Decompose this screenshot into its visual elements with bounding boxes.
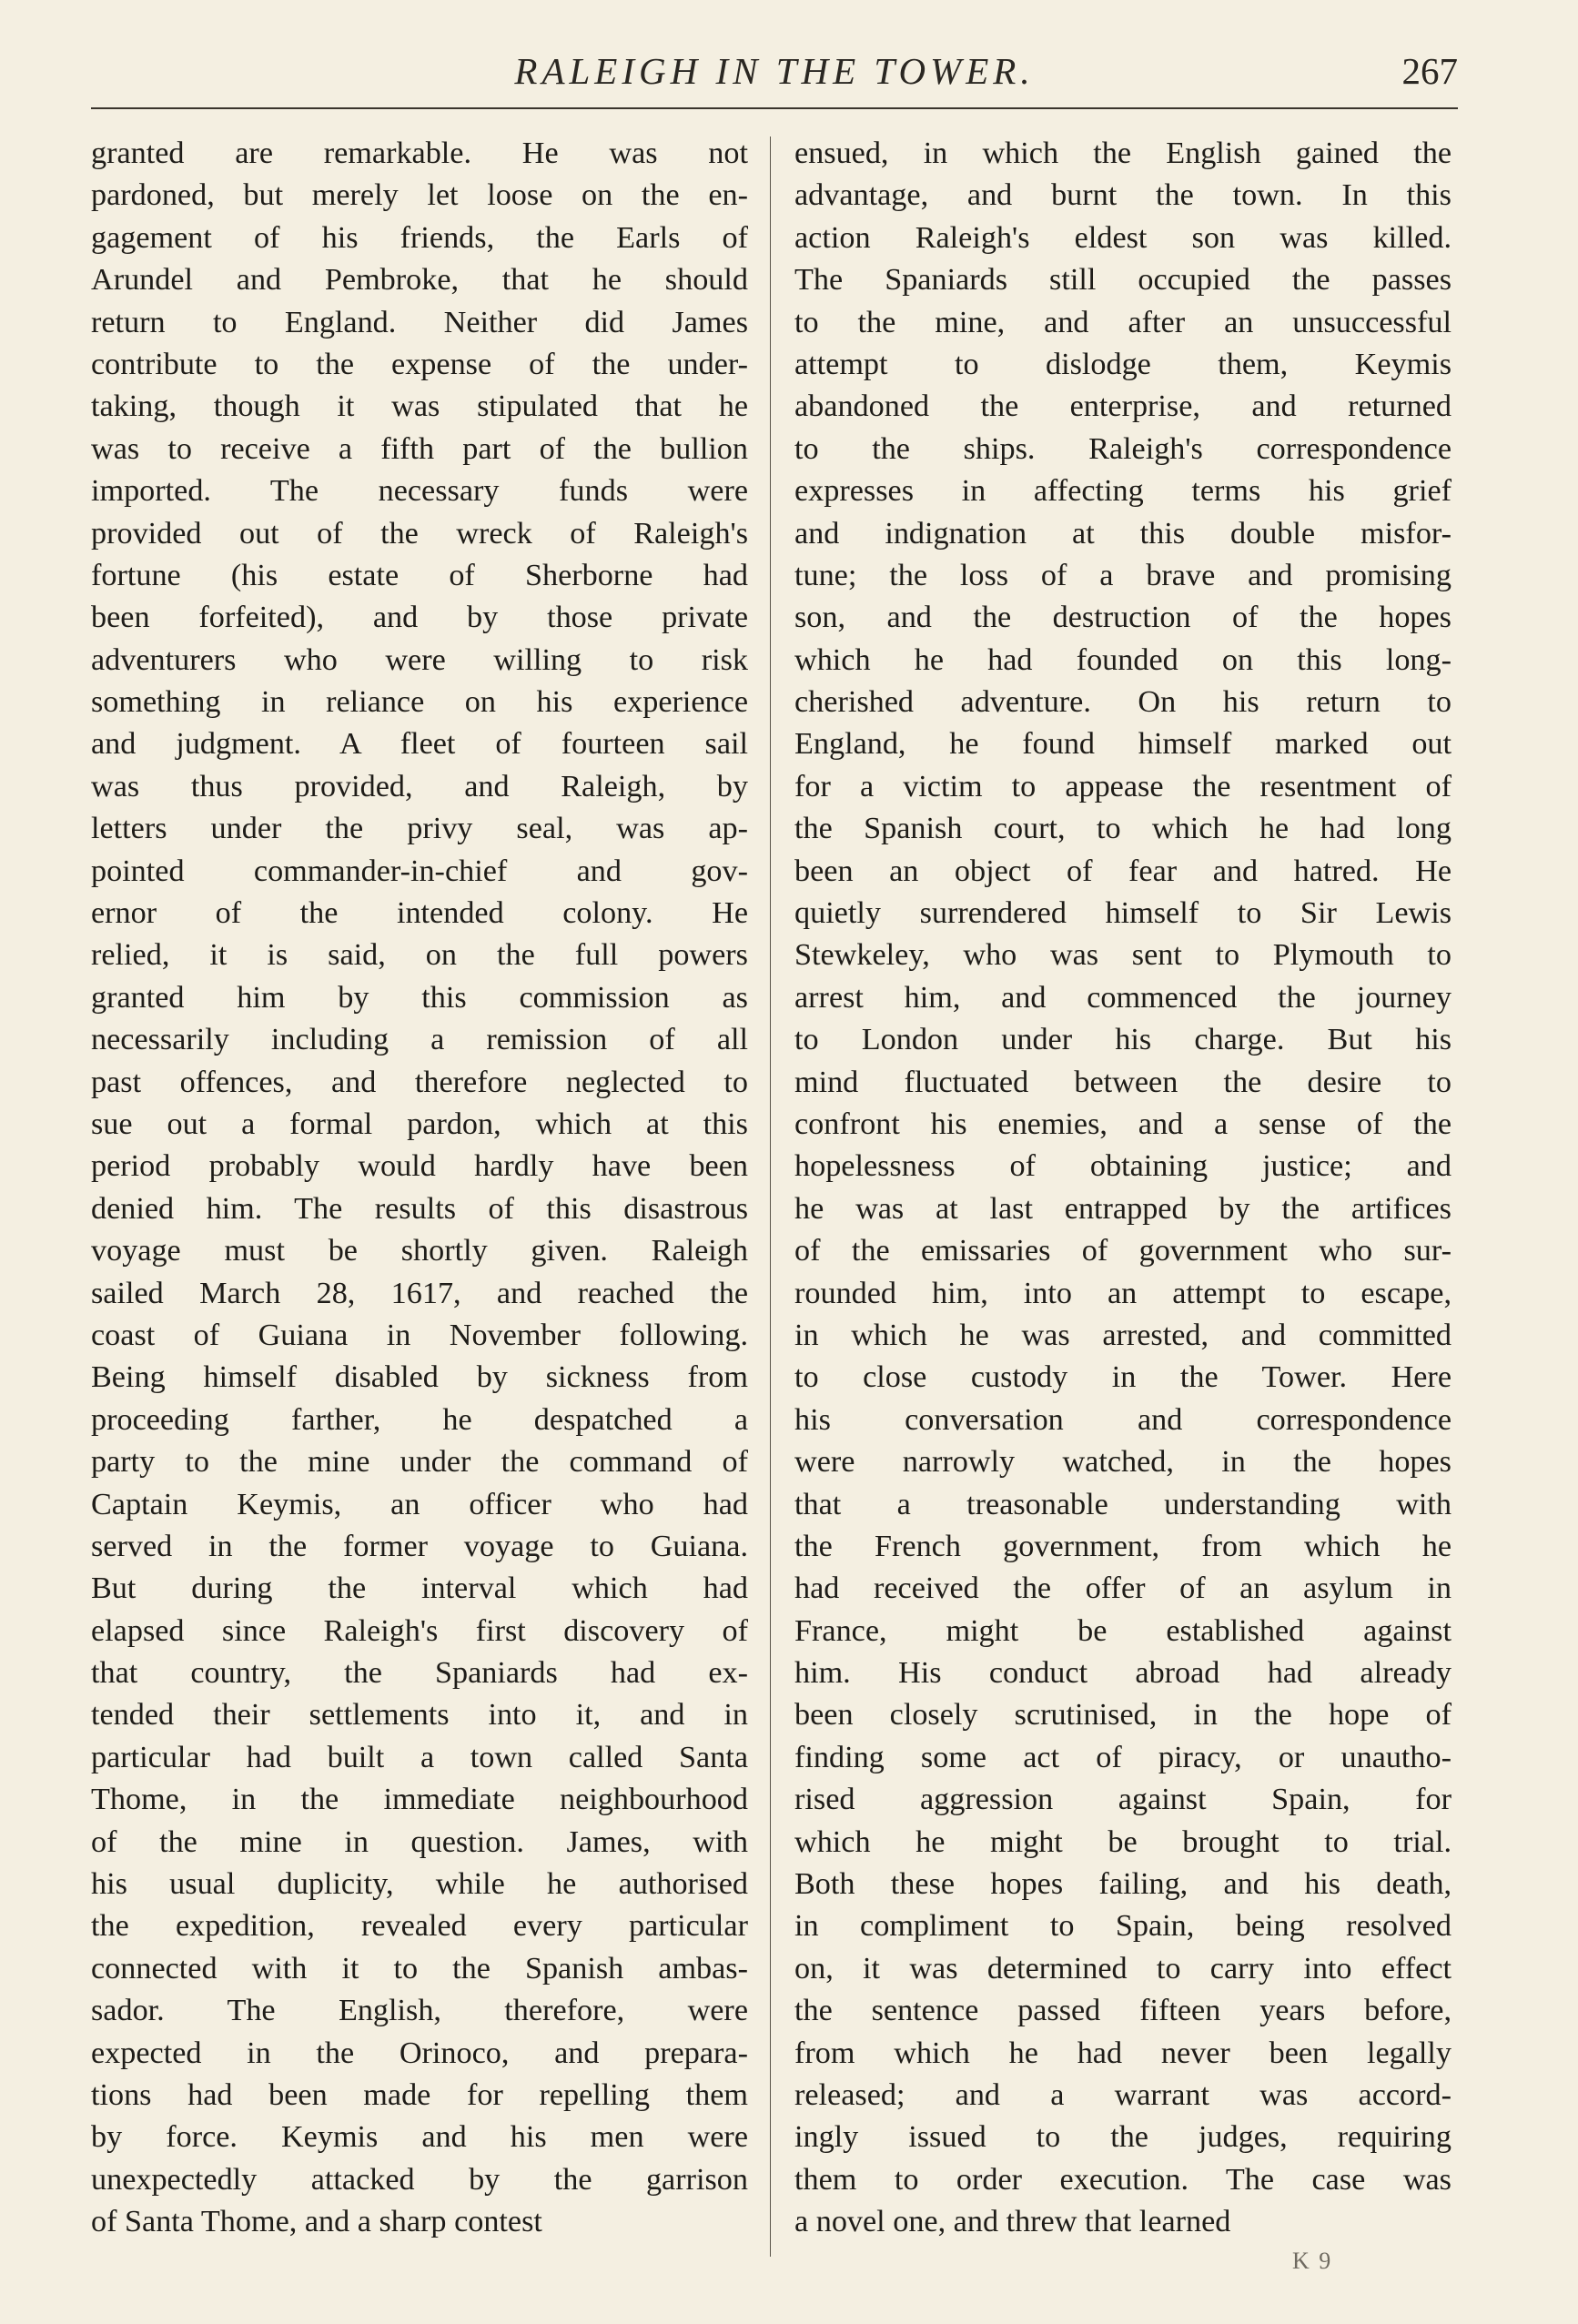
left-column-line: adventurers who were willing to risk: [91, 642, 748, 677]
left-column-line: ernor of the intended colony. He: [91, 896, 748, 931]
left-column-line: Captain Keymis, an officer who had: [91, 1487, 748, 1521]
left-column-line: party to the mine under the command of: [91, 1445, 748, 1480]
left-column-line: of the mine in question. James, with: [91, 1824, 748, 1859]
right-column-line: arrest him, and commenced the journey: [794, 980, 1452, 1015]
right-column-line: France, might be established against: [794, 1613, 1452, 1648]
running-head-title: RALEIGH IN THE TOWER.: [514, 50, 1035, 92]
right-column-line: them to order execution. The case was: [794, 2162, 1452, 2197]
right-column-line: finding some act of piracy, or unautho-: [794, 1740, 1452, 1774]
right-column-line: son, and the destruction of the hopes: [794, 601, 1452, 635]
right-column-line: Both these hopes failing, and his death,: [794, 1867, 1452, 1902]
left-column-line: the expedition, revealed every particular: [91, 1909, 748, 1944]
right-column-line: the sentence passed fifteen years before,: [794, 1994, 1452, 2028]
left-column-line: was thus provided, and Raleigh, by: [91, 769, 748, 803]
left-column-line: that country, the Spaniards had ex-: [91, 1656, 748, 1691]
right-column-line: England, he found himself marked out: [794, 727, 1452, 762]
right-column-line: attempt to dislodge them, Keymis: [794, 347, 1452, 381]
right-column-line: that a treasonable understanding with: [794, 1487, 1452, 1521]
column-divider: [770, 136, 771, 2257]
left-column-line: elapsed since Raleigh's first discovery of: [91, 1613, 748, 1648]
left-column-line: return to England. Neither did James: [91, 305, 748, 339]
left-column-line: Arundel and Pembroke, that he should: [91, 263, 748, 298]
left-column-line: by force. Keymis and his men were: [91, 2120, 748, 2155]
left-column-line: taking, though it was stipulated that he: [91, 389, 748, 424]
right-column-text: [794, 133, 1452, 2244]
left-column-line: granted are remarkable. He was not: [91, 136, 748, 170]
right-column-line: hopelessness of obtaining justice; and: [794, 1149, 1452, 1184]
left-column-line: tions had been made for repelling them: [91, 2077, 748, 2112]
left-column-line: necessarily including a remission of all: [91, 1023, 748, 1057]
right-column-line: released; and a warrant was accord-: [794, 2077, 1452, 2112]
left-column-line: granted him by this commission as: [91, 980, 748, 1015]
left-column-line: period probably would hardly have been: [91, 1149, 748, 1184]
right-column-line: to the mine, and after an unsuccessful: [794, 305, 1452, 339]
left-column-line: coast of Guiana in November following.: [91, 1318, 748, 1352]
right-column-line: been closely scrutinised, in the hope of: [794, 1698, 1452, 1733]
right-column-line: rounded him, into an attempt to escape,: [794, 1276, 1452, 1310]
left-column-line: contribute to the expense of the under-: [91, 347, 748, 381]
right-column-line: in compliment to Spain, being resolved: [794, 1909, 1452, 1944]
right-column-line: confront his enemies, and a sense of the: [794, 1106, 1452, 1141]
right-column-line: the Spanish court, to which he had long: [794, 812, 1452, 846]
right-column-line: for a victim to appease the resentment of: [794, 769, 1452, 803]
left-column-line: relied, it is said, on the full powers: [91, 938, 748, 973]
left-column-line: gagement of his friends, the Earls of: [91, 220, 748, 255]
right-column-line: tune; the loss of a brave and promising: [794, 558, 1452, 592]
right-column-line: The Spaniards still occupied the passes: [794, 263, 1452, 298]
left-column-line: pointed commander-in-chief and gov-: [91, 854, 748, 888]
running-head: [91, 44, 1458, 98]
signature-mark: K 9: [1292, 2248, 1333, 2274]
left-column-line: and judgment. A fleet of fourteen sail: [91, 727, 748, 762]
right-column-line: advantage, and burnt the town. In this: [794, 178, 1452, 213]
right-column-line: his conversation and correspondence: [794, 1402, 1452, 1437]
right-column-line: had received the offer of an asylum in: [794, 1571, 1452, 1606]
right-column-line: he was at last entrapped by the artifices: [794, 1191, 1452, 1226]
left-column-line: denied him. The results of this disastrous: [91, 1191, 748, 1226]
left-column-line: But during the interval which had: [91, 1571, 748, 1606]
left-column-line: been forfeited), and by those private: [91, 601, 748, 635]
left-column-line: something in reliance on his experience: [91, 685, 748, 720]
right-column-line: to close custody in the Tower. Here: [794, 1360, 1452, 1395]
left-column-line: proceeding farther, he despatched a: [91, 1402, 748, 1437]
left-column-text: [91, 133, 748, 2244]
left-column-line: was to receive a fifth part of the bullion: [91, 431, 748, 466]
page-number: 267: [1401, 50, 1458, 92]
header-rule: [91, 107, 1458, 109]
left-column-line: provided out of the wreck of Raleigh's: [91, 516, 748, 551]
right-column-line: and indignation at this double misfor-: [794, 516, 1452, 551]
right-column-line: him. His conduct abroad had already: [794, 1656, 1452, 1691]
right-column-line: to London under his charge. But his: [794, 1023, 1452, 1057]
right-column-line: ingly issued to the judges, requiring: [794, 2120, 1452, 2155]
right-column-line: were narrowly watched, in the hopes: [794, 1445, 1452, 1480]
left-column-line: imported. The necessary funds were: [91, 474, 748, 509]
left-column-line: fortune (his estate of Sherborne had: [91, 558, 748, 592]
left-column-line: particular had built a town called Santa: [91, 1740, 748, 1774]
right-column-line: mind fluctuated between the desire to: [794, 1065, 1452, 1099]
right-column-line: which he had founded on this long-: [794, 642, 1452, 677]
left-column-line: Thome, in the immediate neighbourhood: [91, 1783, 748, 1817]
right-column-line: abandoned the enterprise, and returned: [794, 389, 1452, 424]
right-column-line: which he might be brought to trial.: [794, 1824, 1452, 1859]
left-column-line: tended their settlements into it, and in: [91, 1698, 748, 1733]
right-column-line: ensued, in which the English gained the: [794, 136, 1452, 170]
right-column-line: to the ships. Raleigh's correspondence: [794, 431, 1452, 466]
right-column-line: been an object of fear and hatred. He: [794, 854, 1452, 888]
left-column-line: sailed March 28, 1617, and reached the: [91, 1276, 748, 1310]
left-column-line: sador. The English, therefore, were: [91, 1994, 748, 2028]
right-column-line: from which he had never been legally: [794, 2036, 1452, 2070]
right-column-line: cherished adventure. On his return to: [794, 685, 1452, 720]
left-column-line: expected in the Orinoco, and prepara-: [91, 2036, 748, 2070]
left-column-line: Being himself disabled by sickness from: [91, 1360, 748, 1395]
left-column-line: sue out a formal pardon, which at this: [91, 1106, 748, 1141]
left-column-line: his usual duplicity, while he authorised: [91, 1867, 748, 1902]
right-column-line: on, it was determined to carry into effect: [794, 1951, 1452, 1986]
right-column-line: rised aggression against Spain, for: [794, 1783, 1452, 1817]
left-column-line: of Santa Thome, and a sharp contest: [91, 2205, 542, 2239]
left-column-line: pardoned, but merely let loose on the en-: [91, 178, 748, 213]
right-column-line: of the emissaries of government who sur-: [794, 1234, 1452, 1268]
left-column-line: letters under the privy seal, was ap-: [91, 812, 748, 846]
right-column-line: a novel one, and threw that learned: [794, 2205, 1231, 2239]
right-column-line: quietly surrendered himself to Sir Lewis: [794, 896, 1452, 931]
left-column-line: unexpectedly attacked by the garrison: [91, 2162, 748, 2197]
right-column-line: the French government, from which he: [794, 1529, 1452, 1563]
left-column-line: served in the former voyage to Guiana.: [91, 1529, 748, 1563]
right-column-line: in which he was arrested, and committed: [794, 1318, 1452, 1352]
right-column-line: action Raleigh's eldest son was killed.: [794, 220, 1452, 255]
left-column-line: voyage must be shortly given. Raleigh: [91, 1234, 748, 1268]
left-column-line: past offences, and therefore neglected to: [91, 1065, 748, 1099]
right-column-line: expresses in affecting terms his grief: [794, 474, 1452, 509]
left-column-line: connected with it to the Spanish ambas-: [91, 1951, 748, 1986]
right-column-line: Stewkeley, who was sent to Plymouth to: [794, 938, 1452, 973]
